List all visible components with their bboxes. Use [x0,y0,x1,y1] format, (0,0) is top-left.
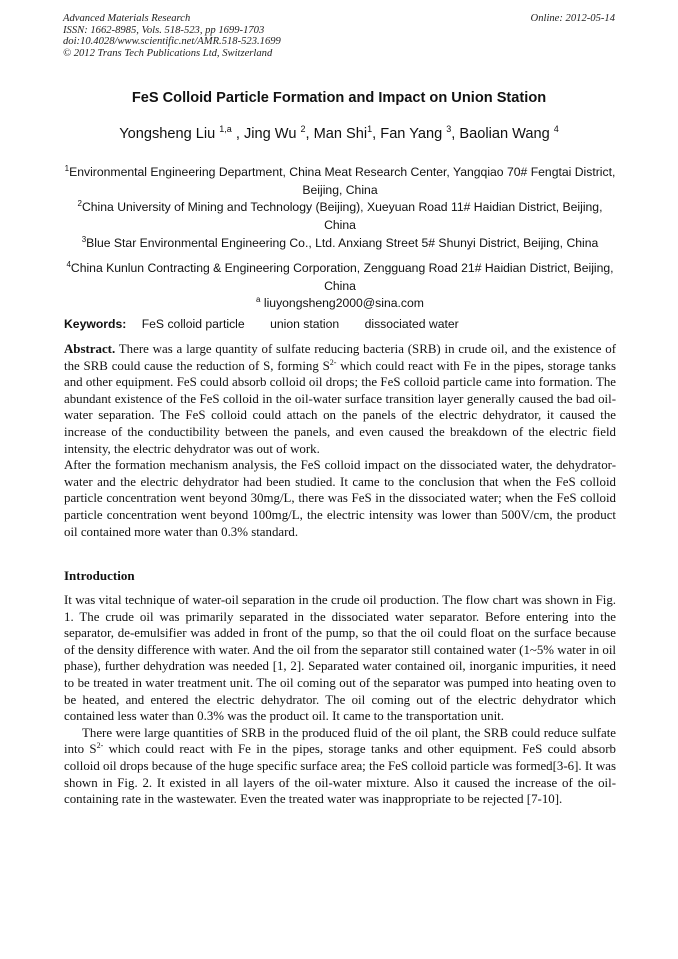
affiliation-4 [64,256,616,295]
affiliation-1 [64,160,616,199]
superscript: 2- [96,741,104,751]
author-name: Yongsheng Liu [119,126,220,142]
author-sup: 3 [446,124,452,134]
keyword: union station [270,317,340,331]
aff-text: Environmental Engineering Department, China Meat Research Center, Yangqiao 70# Fengtai District, Beijing, China [69,165,616,197]
author-sup: 1 [367,124,373,134]
intro-text: There were large quantities of SRB in the produced fluid of the oil plant, the SRB could reduce sulfate into S [64,725,616,757]
aff-number: 3 [81,235,87,244]
copyright-line: © 2012 Trans Tech Publications Ltd, Switzerland [63,47,273,59]
author-name: , Man Shi [305,126,368,142]
abstract-paragraph [64,341,616,457]
intro-paragraph [64,725,616,808]
page-header [63,13,615,59]
aff-text: Blue Star Environmental Engineering Co., Ltd. Anxiang Street 5# Shunyi District, Beijing, China [86,236,599,250]
abstract-text: which could react with Fe in the pipes, storage tanks and other equipment. FeS could absorb colloid oil drops; the FeS colloid particle came into formation. The abundant existence of the FeS colloid in the oil-water surface transition layer generally caused the bad oil-water separation. The FeS colloid could attach on the panels of the electric dehydrator, it caused the increase of the conductibility between the panels, and even caused the breakdown of the electric field intensity, the electric dehydrator was out of work. [64,358,617,456]
keywords-label: Keywords: [64,317,127,331]
email-line [64,291,616,312]
aff-number: 1 [64,164,70,173]
keywords [64,317,481,331]
author-name: , Fan Yang [372,126,447,142]
abstract-label: Abstract. [64,342,116,356]
author-sup: 2 [300,124,306,134]
author-list [0,124,678,142]
superscript: 2- [329,357,337,367]
author-name: , Jing Wu [231,126,301,142]
intro-text: which could react with Fe in the pipes, storage tanks and other equipment. FeS could absorb colloid oil drops because of the huge specific surface area; the FeS colloid particle was formed[3-6]. It was shown in Fig. 2. It existed in all layers of the oil-water mixture. Also it caused the increase of the oil-containing rate in the wastewater. Even the treated water was inappropriate to be rejected [7-10]. [64,742,616,807]
abstract-paragraph: After the formation mechanism analysis, the FeS colloid impact on the dissociated water, the dehydrator-water and the electric dehydrator had been studied. It came to the conclusion that when the FeS colloid particle concentration went beyond 30mg/L, there was FeS in the dissociated water; when the FeS colloid particle concentration went beyond 100mg/L, the electric intensity was lower than 500V/cm, the product oil contained more water than 0.3% standard. [64,458,616,539]
keyword: FeS colloid particle [141,317,245,331]
author-name: , Baolian Wang [451,126,554,142]
abstract-text: There was a large quantity of sulfate reducing bacteria (SRB) in crude oil, and the existence of the SRB could cause the reduction of S, forming S [64,342,616,373]
issn-line: ISSN: 1662-8985, Vols. 518-523, pp 1699-1703 [63,24,265,36]
online-date: Online: 2012-05-14 [530,13,615,24]
aff-number: 4 [66,260,71,269]
section-heading: Introduction [64,568,135,583]
paper-title: FeS Colloid Particle Formation and Impact on Union Station [131,90,547,106]
affiliation-3 [64,231,616,252]
intro-paragraph: It was vital technique of water-oil separation in the crude oil production. The flow chart was shown in Fig. 1. The crude oil was primarily separated in the dissociated water separator. Before entering into the separator, de-emulsifier was added in front of the pump, so that the oil could float on the surface because of the density difference with water. And the oil from the separator still contained water (1~5% water in oil phase), further dehydration was needed [1, 2]. Separated water contained oil, inorganic impurities, it need to be treated in water treatment unit. The oil coming out of the separator was pumped into heating oven to be heated, and entered the electric dehydrator. The oil coming out of the electric dehydrator which contained less water than 0.3% was the product oil. It came to the transportation unit. [64,593,616,724]
keyword: dissociated water [364,317,459,331]
journal-name: Advanced Materials Research [63,13,191,24]
affiliation-2 [64,195,616,234]
aff-text: China University of Mining and Technology (Beijing), Xueyuan Road 11# Haidian District, Beijing, China [81,200,603,232]
aff-number: 2 [77,199,82,208]
doi-line: doi:10.4028/www.scientific.net/AMR.518-523.1699 [63,36,281,47]
author-sup: 4 [553,124,559,134]
abstract [64,341,616,540]
email-sup: a [256,295,261,304]
introduction-body [64,592,616,808]
email-address[interactable]: liuyongsheng2000@sina.com [260,296,424,310]
aff-text: China Kunlun Contracting & Engineering Corporation, Zengguang Road 21# Haidian District, Beijing, China [70,261,614,293]
author-sup: 1,a [219,124,232,134]
